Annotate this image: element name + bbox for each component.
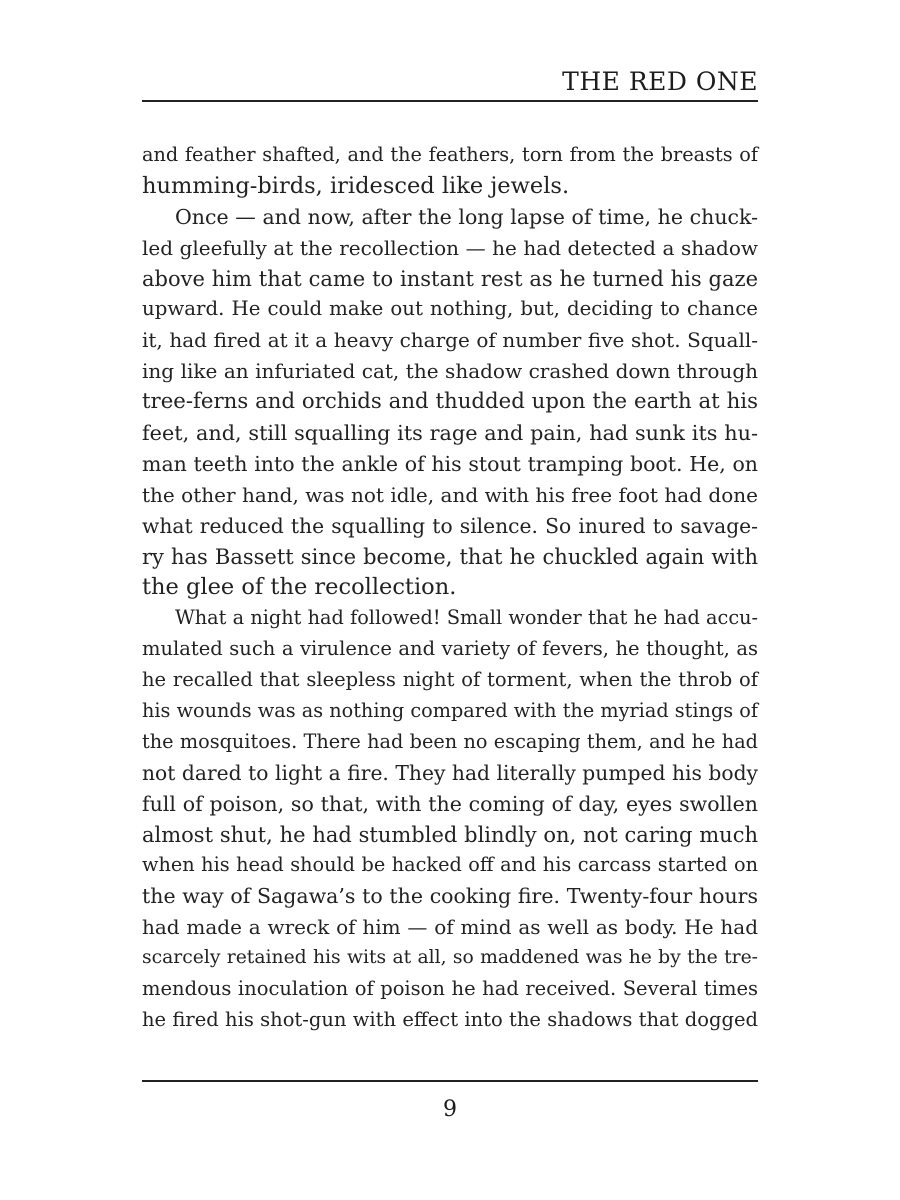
text-line: scarcely retained his wits at all, so maddened was he by the tre- bbox=[142, 947, 758, 969]
text-line: he recalled that sleepless night of torment, when the throb of bbox=[142, 668, 758, 692]
text-line: upward. He could make out nothing, but, deciding to chance bbox=[142, 297, 758, 321]
text-line: ry has Bassett since become, that he chuckled again with bbox=[142, 544, 758, 569]
text-line: ing like an infuriated cat, the shadow crashed down through bbox=[142, 359, 758, 384]
text-line: full of poison, so that, with the coming of day, eyes swollen bbox=[142, 791, 758, 816]
footer-rule bbox=[142, 1080, 758, 1082]
header-rule bbox=[142, 100, 758, 102]
text-line: the mosquitoes. There had been no escaping them, and he had bbox=[142, 729, 758, 753]
text-line: man teeth into the ankle of his stout tramping boot. He, on bbox=[142, 451, 758, 476]
text-line: the other hand, was not idle, and with his free foot had done bbox=[142, 482, 758, 507]
text-line: led gleefully at the recollection — he had detected a shadow bbox=[142, 235, 758, 260]
text-line: What a night had followed! Small wonder that he had accu- bbox=[175, 606, 758, 630]
text-line: tree-ferns and orchids and thudded upon the earth at his bbox=[142, 389, 758, 415]
text-line: almost shut, he had stumbled blindly on, not caring much bbox=[142, 822, 758, 847]
text-line: humming-birds, iridesced like jewels. bbox=[142, 172, 570, 199]
text-line: and feather shafted, and the feathers, torn from the breasts of bbox=[142, 143, 758, 166]
running-head-title: THE RED ONE bbox=[562, 67, 758, 96]
text-line: not dared to light a fire. They had literally pumped his body bbox=[142, 760, 758, 785]
text-line: what reduced the squalling to silence. So inured to savage- bbox=[142, 513, 758, 538]
text-line: the way of Sagawa’s to the cooking fire. Twenty-four hours bbox=[142, 884, 758, 909]
text-line: he fired his shot-gun with effect into the shadows that dogged bbox=[142, 1007, 758, 1031]
body-text bbox=[142, 140, 758, 1036]
text-line: mulated such a virulence and variety of fevers, he thought, as bbox=[142, 637, 758, 661]
text-line: had made a wreck of him — of mind as well as body. He had bbox=[142, 915, 758, 940]
text-line: above him that came to instant rest as he turned his gaze bbox=[142, 266, 758, 291]
text-line: Once — and now, after the long lapse of time, he chuck- bbox=[175, 204, 758, 229]
text-line: the glee of the recollection. bbox=[142, 574, 457, 601]
text-line: feet, and, still squalling its rage and pain, had sunk its hu- bbox=[142, 421, 758, 446]
text-line: his wounds was as nothing compared with the myriad stings of bbox=[142, 699, 758, 723]
text-line: when his head should be hacked off and his carcass started on bbox=[142, 853, 758, 877]
text-line: it, had fired at it a heavy charge of number five shot. Squall- bbox=[142, 328, 758, 353]
text-line: mendous inoculation of poison he had received. Several times bbox=[142, 977, 758, 1001]
page-number: 9 bbox=[443, 1097, 457, 1122]
